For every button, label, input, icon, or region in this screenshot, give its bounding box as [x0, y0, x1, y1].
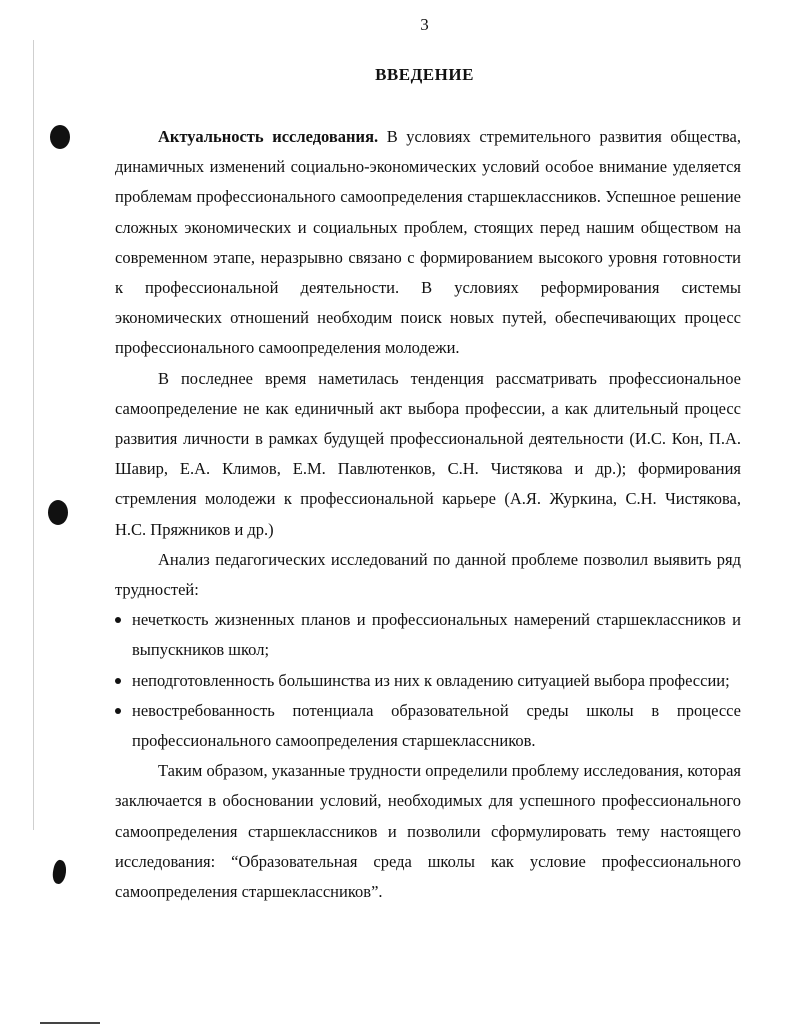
bullet-list [115, 605, 741, 756]
scan-edge-mark [40, 1022, 100, 1024]
paragraph: В последнее время наметилась тенденция рассматривать профессиональное самоопределение не как единичный акт выбора профессии, а как длительный процесс развития личности в рамках будущей профессиональной деятельности (И.С. Кон, П.А. Шавир, Е.А. Климов, Е.М. Павлютенков, С.Н. Чистякова и др.); формирования стремления молодежи к профессиональной карьере (А.Я. Журкина, С.Н. Чистякова, Н.С. Пряжников и др.) [115, 368, 741, 539]
list-item [115, 696, 741, 756]
paragraph [115, 122, 741, 364]
paragraph-lead: Актуальность исследования. [158, 127, 379, 146]
bullet-icon [115, 617, 121, 623]
punch-hole [51, 859, 69, 885]
bullet-icon [115, 708, 121, 714]
body-text [115, 122, 741, 907]
list-item [115, 666, 741, 696]
punch-hole [48, 500, 68, 525]
paragraph: Таким образом, указанные трудности определили проблему исследования, которая заключается в обосновании условий, необходимых для успешного профессионального самоопределения старшеклассников и позволили сформулировать тему настоящего исследования: “Образовательная среда школы как условие профессионального самоопределения старшеклассников”. [115, 761, 741, 902]
section-heading: ВВЕДЕНИЕ [375, 65, 474, 84]
list-item-text: невостребованность потенциала образовательной среды школы в процессе профессионального самоопределения старшеклассников. [132, 700, 741, 751]
paragraph-text: В условиях стремительного развития общества, динамичных изменений социально-экономических условий особое внимание уделяется проблемам профессионального самоопределения старшеклассников. Успешное решение сложных экономических и социальных проблем, стоящих перед нашим обществом на современном этапе, неразрывно связано с формированием высокого уровня готовности к профессиональной деятельности. В условиях реформирования системы экономических отношений необходим поиск новых путей, обеспечивающих процесс профессионального самоопределения молодежи. [115, 127, 741, 358]
bullet-icon [115, 678, 121, 684]
list-item-text: нечеткость жизненных планов и профессиональных намерений старшеклассников и выпускников школ; [132, 610, 741, 660]
punch-hole [50, 125, 70, 149]
scan-margin-line [33, 40, 34, 830]
page-number: 3 [420, 15, 429, 34]
list-item-text: неподготовленность большинства из них к овладению ситуацией выбора профессии; [132, 670, 730, 690]
list-item [115, 605, 741, 665]
paragraph: Анализ педагогических исследований по данной проблеме позволил выявить ряд трудностей: [115, 549, 741, 600]
